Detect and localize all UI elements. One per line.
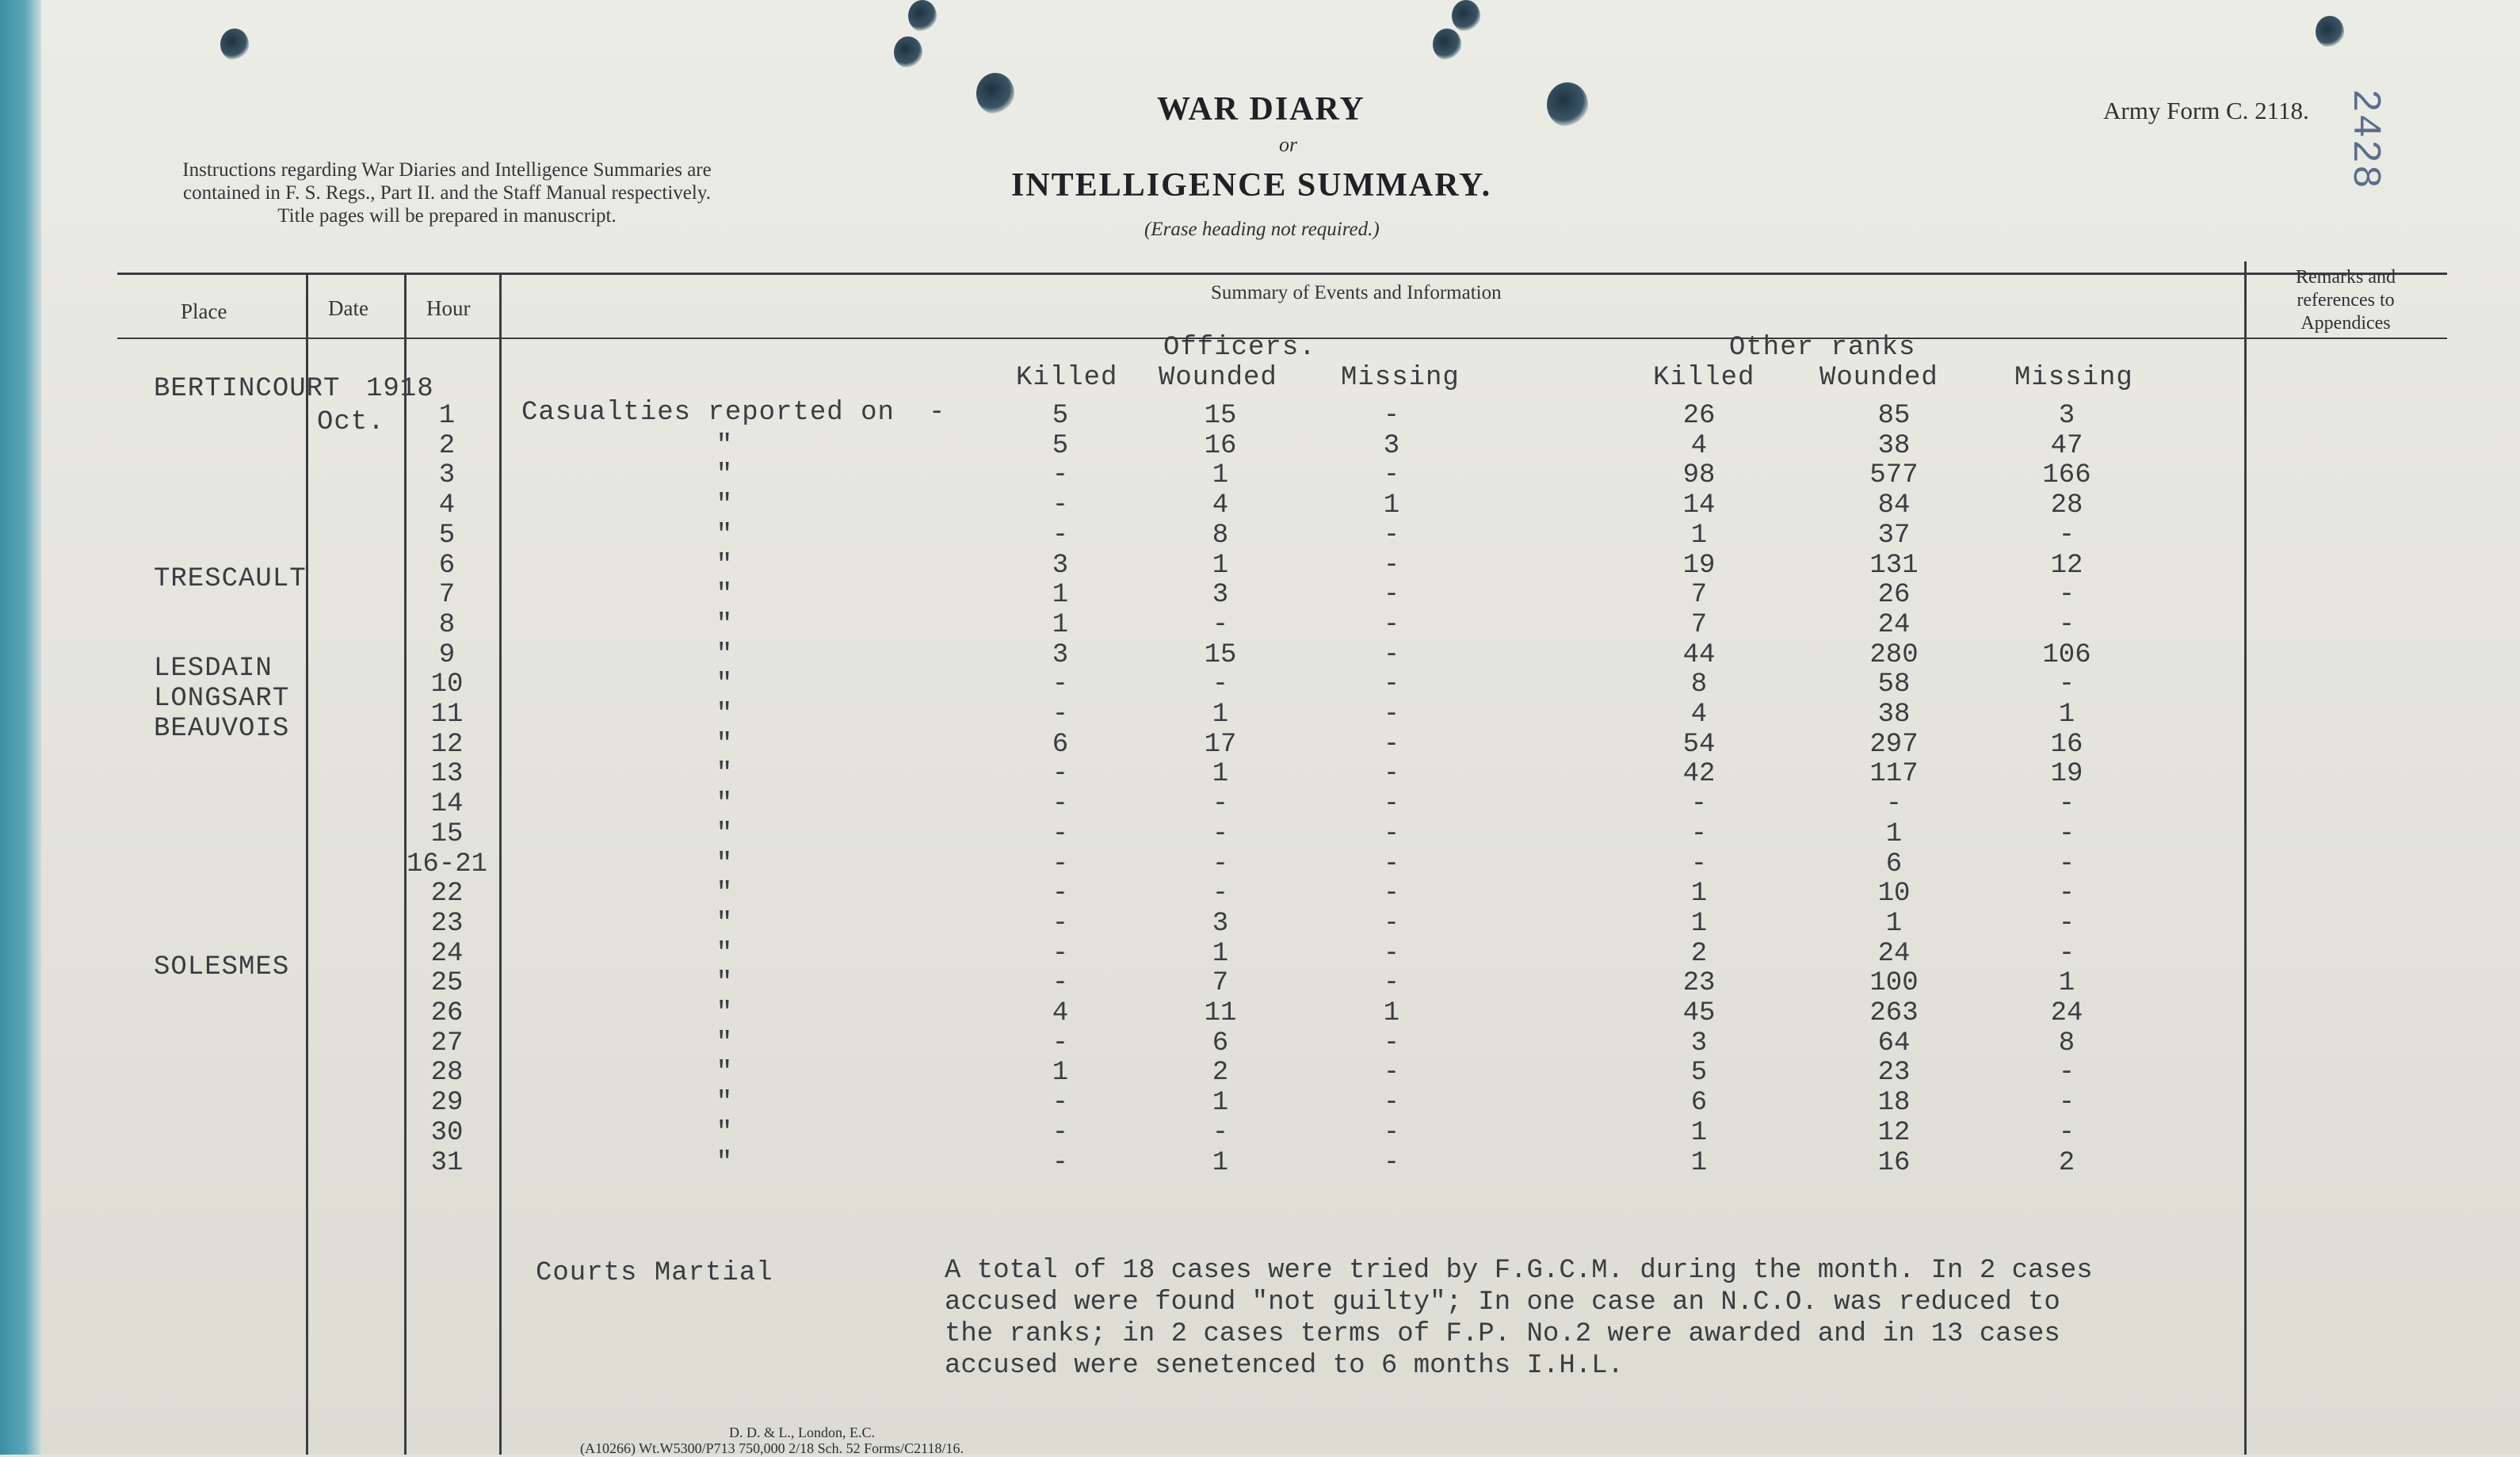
casualty-cell-off-k: 1 [1052, 609, 1069, 640]
casualty-cell-off-w: - [1212, 1117, 1229, 1148]
punch-hole [1452, 0, 1480, 32]
casualty-cell-off-k: - [1052, 968, 1069, 999]
casualty-cell-or-k: - [1690, 789, 1708, 820]
col-header-date: Date [328, 296, 368, 320]
casualty-cell-off-w: 3 [1212, 908, 1229, 939]
casualty-cell-or-k: 1 [1690, 1147, 1708, 1178]
ditto-mark: " [716, 1088, 733, 1119]
casualty-cell-off-m: - [1383, 849, 1400, 879]
casualty-cell-or-k: 54 [1682, 729, 1716, 760]
casualty-cell-or-w: 100 [1869, 968, 1919, 999]
ditto-mark: " [716, 759, 733, 790]
punch-hole [908, 0, 937, 32]
ditto-mark: " [716, 938, 733, 969]
col-header-summary: Summary of Events and Information [1211, 282, 1502, 303]
summary-remarks-divider [2244, 261, 2247, 1455]
ditto-mark: " [716, 430, 733, 461]
ditto-mark: " [716, 879, 733, 910]
date-cell: 10 [430, 669, 464, 700]
date-cell: 12 [430, 729, 464, 760]
month: Oct. [317, 407, 385, 437]
casualty-cell-off-m: - [1383, 1058, 1400, 1089]
casualty-cell-or-k: 45 [1682, 998, 1716, 1028]
casualty-cell-or-k: 2 [1690, 938, 1708, 969]
casualty-cell-off-k: - [1052, 669, 1069, 700]
date-cell: 3 [438, 460, 456, 491]
casualty-cell-off-w: - [1212, 818, 1229, 849]
casualty-cell-or-k: 23 [1682, 968, 1716, 999]
casualty-cell-or-k: - [1690, 818, 1708, 849]
casualty-cell-off-w: 1 [1212, 1147, 1229, 1178]
casualty-cell-or-m: 12 [2050, 550, 2083, 581]
army-form-number: Army Form C. 2118. [2103, 97, 2309, 124]
casualty-cell-or-m: - [2058, 879, 2075, 910]
casualty-cell-off-k: 1 [1052, 580, 1069, 611]
casualty-cell-or-k: 26 [1682, 401, 1716, 431]
casualty-cell-off-k: - [1052, 879, 1069, 910]
date-cell: 6 [438, 550, 456, 581]
casualty-cell-or-k: 14 [1682, 490, 1716, 521]
casualty-cell-off-m: - [1383, 460, 1400, 491]
casualty-cell-off-w: 1 [1212, 550, 1229, 581]
archive-stamp: 2428 [2342, 89, 2387, 191]
casualty-cell-off-m: - [1383, 759, 1400, 790]
date-cell: 22 [430, 879, 464, 910]
ditto-mark: " [716, 520, 733, 551]
casualty-cell-off-w: 1 [1212, 1088, 1229, 1119]
punch-hole [220, 29, 249, 60]
casualty-cell-off-m: - [1383, 1028, 1400, 1058]
date-cell: 26 [430, 998, 464, 1028]
casualty-cell-or-m: 47 [2050, 430, 2083, 461]
date-cell: 27 [430, 1028, 464, 1058]
ditto-mark: " [716, 460, 733, 491]
casualty-cell-off-w: 3 [1212, 580, 1229, 611]
col-header-hour: Hour [426, 296, 471, 320]
casualty-cell-off-k: - [1052, 460, 1069, 491]
casualty-cell-or-k: 98 [1682, 460, 1716, 491]
casualty-cell-or-k: 7 [1690, 609, 1708, 640]
casualty-cell-off-w: 1 [1212, 938, 1229, 969]
casualty-cell-or-m: 24 [2050, 998, 2083, 1028]
casualty-cell-off-w: 15 [1204, 639, 1237, 670]
form-or: or [1279, 133, 1298, 156]
date-cell: 2 [438, 430, 456, 461]
place-name: BEAUVOIS [154, 713, 290, 744]
punch-hole [1433, 29, 1461, 60]
casualty-cell-or-w: 24 [1877, 938, 1911, 969]
casualty-cell-off-k: - [1052, 1147, 1069, 1178]
officers-wounded-header: Wounded [1159, 363, 1277, 393]
punch-hole [976, 73, 1014, 114]
casualty-cell-off-k: 6 [1052, 729, 1069, 760]
courts-martial-line: A total of 18 cases were tried by F.G.C.M. during the month. In 2 cases [945, 1256, 2093, 1286]
ditto-mark: " [716, 669, 733, 700]
date-cell: 14 [430, 789, 464, 820]
officers-missing-header: Missing [1341, 363, 1460, 393]
instructions-text: Instructions regarding War Diaries and Intelligence Summaries are contained in F. S. Regs., Part II. and the Staff Manual respectively. Title pages will be prepared in manuscript. [182, 159, 712, 227]
form-subtitle: INTELLIGENCE SUMMARY. [1011, 167, 1492, 204]
casualty-cell-off-m: - [1383, 729, 1400, 760]
casualty-cell-or-m: - [2058, 908, 2075, 939]
date-cell: 29 [430, 1088, 464, 1119]
table-top-rule [117, 273, 2447, 275]
date-cell: 8 [438, 609, 456, 640]
casualty-cell-or-k: 8 [1690, 669, 1708, 700]
casualty-cell-or-k: 1 [1690, 520, 1708, 551]
casualty-cell-off-m: - [1383, 818, 1400, 849]
casualty-cell-or-m: - [2058, 849, 2075, 879]
place-name: LESDAIN [154, 654, 273, 685]
war-diary-page [41, 0, 2520, 1455]
casualty-cell-or-w: - [1885, 789, 1903, 820]
date-cell: 30 [430, 1117, 464, 1148]
casualty-cell-or-k: 4 [1690, 430, 1708, 461]
printer-imprint: D. D. & L., London, E.C. [729, 1425, 875, 1440]
hour-summary-divider [499, 274, 502, 1455]
casualty-cell-off-k: 1 [1052, 1058, 1069, 1089]
casualty-cell-off-w: - [1212, 879, 1229, 910]
date-cell: 31 [430, 1147, 464, 1178]
casualty-cell-or-w: 117 [1869, 759, 1919, 790]
casualty-cell-off-k: - [1052, 700, 1069, 730]
date-cell: 16-21 [406, 849, 488, 879]
ditto-mark: " [716, 700, 733, 730]
casualty-cell-or-w: 1 [1885, 818, 1903, 849]
punch-hole [2316, 16, 2344, 48]
casualty-cell-off-w: - [1212, 669, 1229, 700]
casualty-cell-or-k: 5 [1690, 1058, 1708, 1089]
casualty-cell-or-m: - [2058, 520, 2075, 551]
casualty-cell-off-w: 8 [1212, 520, 1229, 551]
ditto-mark: " [716, 729, 733, 760]
casualty-cell-off-w: 6 [1212, 1028, 1229, 1058]
ditto-mark: " [716, 1147, 733, 1178]
casualty-cell-or-w: 10 [1877, 879, 1911, 910]
casualty-cell-or-m: 28 [2050, 490, 2083, 521]
casualty-cell-off-k: 5 [1052, 401, 1069, 431]
or-wounded-header: Wounded [1819, 363, 1938, 393]
date-cell: 15 [430, 818, 464, 849]
casualty-cell-or-m: 106 [2042, 639, 2091, 670]
date-cell: 5 [438, 520, 456, 551]
casualty-cell-off-m: - [1383, 700, 1400, 730]
year: 1918 [366, 374, 434, 404]
courts-martial-line: the ranks; in 2 cases terms of F.P. No.2 were awarded and in 13 cases [945, 1319, 2060, 1349]
date-cell: 25 [430, 968, 464, 999]
ditto-mark: " [716, 818, 733, 849]
ditto-mark: " [716, 1028, 733, 1058]
date-cell: 24 [430, 938, 464, 969]
courts-martial-line: accused were found "not guilty"; In one case an N.C.O. was reduced to [945, 1287, 2060, 1318]
casualty-cell-or-m: - [2058, 669, 2075, 700]
ditto-mark: " [716, 580, 733, 611]
binding-strip [0, 0, 41, 1455]
casualty-cell-or-m: 16 [2050, 729, 2083, 760]
casualty-cell-off-k: - [1052, 1028, 1069, 1058]
casualty-cell-or-m: - [2058, 1117, 2075, 1148]
casualty-cell-or-m: - [2058, 1058, 2075, 1089]
casualty-cell-off-m: - [1383, 908, 1400, 939]
casualty-cell-or-m: - [2058, 789, 2075, 820]
casualty-cell-or-k: 1 [1690, 908, 1708, 939]
casualty-cell-or-w: 64 [1877, 1028, 1911, 1058]
casualty-cell-off-m: - [1383, 669, 1400, 700]
casualty-cell-or-w: 18 [1877, 1088, 1911, 1119]
casualty-cell-or-w: 58 [1877, 669, 1911, 700]
date-cell: 11 [430, 700, 464, 730]
casualty-cell-off-m: 1 [1383, 490, 1400, 521]
ditto-mark: " [716, 609, 733, 640]
casualty-cell-off-k: 3 [1052, 550, 1069, 581]
casualty-cell-off-k: 3 [1052, 639, 1069, 670]
officers-header: Officers. [1163, 333, 1316, 363]
col-header-place: Place [181, 299, 227, 323]
casualty-cell-off-w: 2 [1212, 1058, 1229, 1089]
courts-martial-line: accused were senetenced to 6 months I.H.L. [945, 1351, 1624, 1381]
casualty-cell-or-k: 7 [1690, 580, 1708, 611]
casualty-cell-off-w: 4 [1212, 490, 1229, 521]
casualty-cell-off-k: - [1052, 938, 1069, 969]
form-code: (A10266) Wt.W5300/P713 750,000 2/18 Sch. 52 Forms/C2118/16. [580, 1440, 964, 1456]
form-title: WAR DIARY [1157, 91, 1365, 128]
casualty-cell-off-w: 16 [1204, 430, 1237, 461]
casualty-cell-or-w: 6 [1885, 849, 1903, 879]
casualty-cell-or-w: 297 [1869, 729, 1919, 760]
casualty-cell-or-m: - [2058, 1088, 2075, 1119]
casualty-cell-off-w: 1 [1212, 759, 1229, 790]
ditto-mark: " [716, 908, 733, 939]
casualty-cell-off-k: - [1052, 759, 1069, 790]
ditto-mark: " [716, 998, 733, 1028]
punch-hole [894, 36, 922, 68]
casualty-cell-or-w: 37 [1877, 520, 1911, 551]
date-cell: 28 [430, 1058, 464, 1089]
casualty-cell-off-w: 15 [1204, 401, 1237, 431]
casualty-cell-or-m: - [2058, 938, 2075, 969]
date-cell: 1 [438, 401, 456, 431]
casualty-cell-off-k: - [1052, 789, 1069, 820]
casualty-cell-off-m: - [1383, 609, 1400, 640]
casualty-cell-or-w: 16 [1877, 1147, 1911, 1178]
or-missing-header: Missing [2014, 363, 2133, 393]
casualty-cell-or-m: 19 [2050, 759, 2083, 790]
casualty-cell-off-w: 1 [1212, 700, 1229, 730]
casualty-cell-off-k: - [1052, 520, 1069, 551]
casualty-cell-or-w: 24 [1877, 609, 1911, 640]
place-name: LONGSART [154, 684, 290, 714]
ditto-mark: " [716, 849, 733, 879]
casualty-cell-off-k: - [1052, 818, 1069, 849]
casualty-cell-or-w: 131 [1869, 550, 1919, 581]
col-header-remarks: Remarks and references to Appendices [2296, 267, 2396, 334]
casualty-cell-or-w: 280 [1869, 639, 1919, 670]
casualty-cell-or-w: 84 [1877, 490, 1911, 521]
casualty-cell-off-w: 7 [1212, 968, 1229, 999]
casualty-cell-off-m: - [1383, 550, 1400, 581]
ditto-mark: " [716, 490, 733, 521]
casualty-cell-off-m: - [1383, 580, 1400, 611]
casualty-cell-off-k: - [1052, 908, 1069, 939]
casualty-cell-off-m: - [1383, 401, 1400, 431]
casualties-dash: - [929, 398, 946, 428]
casualty-cell-or-w: 85 [1877, 401, 1911, 431]
casualty-cell-off-m: - [1383, 1088, 1400, 1119]
casualty-cell-or-w: 12 [1877, 1117, 1911, 1148]
casualty-cell-or-w: 38 [1877, 700, 1911, 730]
casualty-cell-or-m: - [2058, 609, 2075, 640]
casualty-cell-or-k: 6 [1690, 1088, 1708, 1119]
casualty-cell-off-w: - [1212, 789, 1229, 820]
erase-note: (Erase heading not required.) [1144, 219, 1380, 240]
casualty-cell-off-m: - [1383, 789, 1400, 820]
casualty-cell-off-w: - [1212, 849, 1229, 879]
casualty-cell-off-k: 4 [1052, 998, 1069, 1028]
casualty-cell-off-k: - [1052, 1117, 1069, 1148]
date-cell: 9 [438, 639, 456, 670]
ditto-mark: " [716, 1117, 733, 1148]
date-cell: 23 [430, 908, 464, 939]
casualties-label: Casualties reported on [521, 398, 895, 428]
casualty-cell-or-k: - [1690, 849, 1708, 879]
casualty-cell-off-k: 5 [1052, 430, 1069, 461]
casualty-cell-or-m: 2 [2058, 1147, 2075, 1178]
casualty-cell-off-m: - [1383, 1117, 1400, 1148]
casualty-cell-or-k: 44 [1682, 639, 1716, 670]
casualty-cell-or-k: 19 [1682, 550, 1716, 581]
casualty-cell-off-m: 1 [1383, 998, 1400, 1028]
place-name: BERTINCOURT [154, 374, 341, 404]
ditto-mark: " [716, 789, 733, 820]
casualty-cell-off-k: - [1052, 849, 1069, 879]
casualty-cell-or-m: 8 [2058, 1028, 2075, 1058]
ditto-mark: " [716, 550, 733, 581]
place-name: TRESCAULT [154, 564, 307, 595]
casualty-cell-or-k: 1 [1690, 1117, 1708, 1148]
ditto-mark: " [716, 968, 733, 999]
casualty-cell-off-m: - [1383, 968, 1400, 999]
casualty-cell-off-m: - [1383, 639, 1400, 670]
casualty-cell-off-m: - [1383, 1147, 1400, 1178]
casualty-cell-or-k: 4 [1690, 700, 1708, 730]
casualty-cell-or-m: 1 [2058, 700, 2075, 730]
casualty-cell-or-k: 3 [1690, 1028, 1708, 1058]
casualty-cell-off-w: - [1212, 609, 1229, 640]
casualty-cell-or-w: 263 [1869, 998, 1919, 1028]
punch-hole [1547, 82, 1588, 127]
casualty-cell-off-k: - [1052, 490, 1069, 521]
casualty-cell-or-w: 26 [1877, 580, 1911, 611]
ditto-mark: " [716, 1058, 733, 1089]
other-ranks-header: Other ranks [1729, 333, 1916, 363]
casualty-cell-off-w: 17 [1204, 729, 1237, 760]
casualty-cell-off-w: 11 [1204, 998, 1237, 1028]
ditto-mark: " [716, 639, 733, 670]
casualty-cell-or-w: 38 [1877, 430, 1911, 461]
courts-martial-label: Courts Martial [536, 1258, 773, 1288]
casualty-cell-or-w: 1 [1885, 908, 1903, 939]
casualty-cell-or-k: 1 [1690, 879, 1708, 910]
date-cell: 4 [438, 490, 456, 521]
casualty-cell-or-w: 577 [1869, 460, 1919, 491]
casualty-cell-or-m: 3 [2058, 401, 2075, 431]
or-killed-header: Killed [1653, 363, 1755, 393]
casualty-cell-off-k: - [1052, 1088, 1069, 1119]
casualty-cell-or-m: - [2058, 580, 2075, 611]
date-cell: 7 [438, 580, 456, 611]
officers-killed-header: Killed [1016, 363, 1118, 393]
date-cell: 13 [430, 759, 464, 790]
casualty-cell-or-m: 1 [2058, 968, 2075, 999]
casualty-cell-off-m: 3 [1383, 430, 1400, 461]
casualty-cell-off-m: - [1383, 520, 1400, 551]
place-date-divider [306, 274, 308, 1455]
casualty-cell-or-m: 166 [2042, 460, 2091, 491]
casualty-cell-or-w: 23 [1877, 1058, 1911, 1089]
casualty-cell-off-m: - [1383, 938, 1400, 969]
place-name: SOLESMES [154, 952, 290, 983]
casualty-cell-off-m: - [1383, 879, 1400, 910]
casualty-cell-or-k: 42 [1682, 759, 1716, 790]
casualty-cell-or-m: - [2058, 818, 2075, 849]
casualty-cell-off-w: 1 [1212, 460, 1229, 491]
